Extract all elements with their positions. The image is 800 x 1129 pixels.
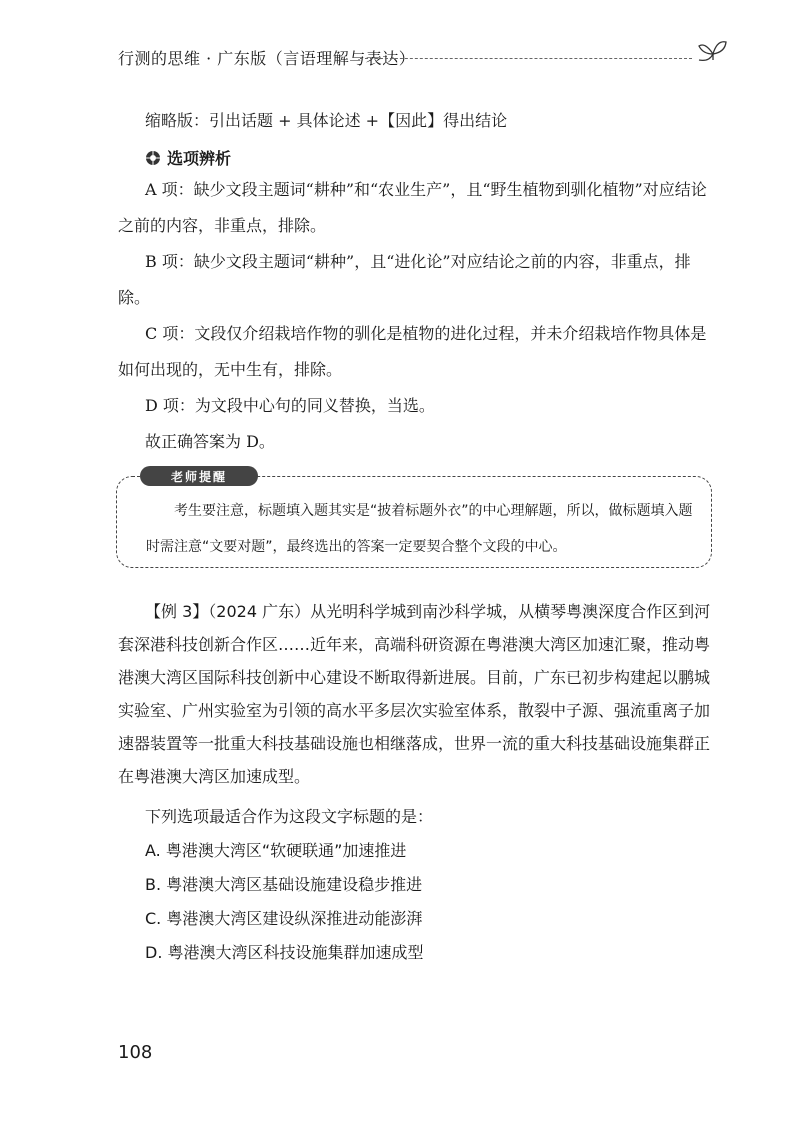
option-d: D. 粤港澳大湾区科技设施集群加速成型 bbox=[145, 943, 424, 962]
example-passage bbox=[118, 595, 712, 793]
example-tag: 【例 3】 bbox=[145, 602, 209, 621]
example-question: 下列选项最适合作为这段文字标题的是： bbox=[145, 807, 434, 826]
header-title: 行测的思维 · 广东版（言语理解与表达） bbox=[118, 49, 416, 68]
answer-line: 故正确答案为 D。 bbox=[145, 432, 275, 451]
option-a: A. 粤港澳大湾区“软硬联通”加速推进 bbox=[145, 841, 407, 860]
analysis-option-c: C 项：文段仅介绍栽培作物的驯化是植物的进化过程，并未介绍栽培作物具体是如何出现的，无中生有，排除。 bbox=[118, 324, 707, 379]
tip-text: 考生要注意，标题填入题其实是“披着标题外衣”的中心理解题，所以，做标题填入题时需注意“文要对题”，最终选出的答案一定要契合整个文段的中心。 bbox=[146, 503, 693, 555]
header-rule bbox=[360, 58, 692, 59]
tip-label-text: 老师提醒 bbox=[170, 469, 227, 484]
example-passage-text: （2024 广东）从光明科学城到南沙科学城，从横琴粤澳深度合作区到河套深港科技创新合作区……近年来，高端科研资源在粤港澳大湾区加速汇聚，推动粤港澳大湾区国际科技创新中心建设不断取得新进展。目前，广东已初步构建起以鹏城实验室、广州实验室为引领的高水平多层次实验室体系，散裂中子源、强流重离子加速器装置等一批重大科技基础设施也相继落成，世界一流的重大科技基础设施集群正在粤港澳大湾区加速成型。 bbox=[118, 602, 711, 786]
summary-line: 缩略版：引出话题 + 具体论述 +【因此】得出结论 bbox=[145, 111, 508, 130]
tip-label bbox=[140, 466, 258, 486]
page-number: 108 bbox=[118, 1042, 153, 1063]
sprout-icon bbox=[695, 38, 729, 64]
analysis-option-b: B 项：缺少文段主题词“耕种”，且“进化论”对应结论之前的内容，非重点，排除。 bbox=[118, 252, 691, 307]
running-header bbox=[118, 38, 718, 68]
option-b: B. 粤港澳大湾区基础设施建设稳步推进 bbox=[145, 875, 423, 894]
analysis-option-a: A 项：缺少文段主题词“耕种”和“农业生产”，且“野生植物到驯化植物”对应结论之前的内容，非重点，排除。 bbox=[118, 180, 707, 235]
analysis-heading-text: 选项辨析 bbox=[167, 149, 232, 168]
flower-icon bbox=[145, 150, 161, 166]
option-c: C. 粤港澳大湾区建设纵深推进动能澎湃 bbox=[145, 909, 423, 928]
analysis-heading bbox=[145, 146, 231, 169]
analysis-option-d: D 项：为文段中心句的同义替换，当选。 bbox=[145, 396, 435, 415]
